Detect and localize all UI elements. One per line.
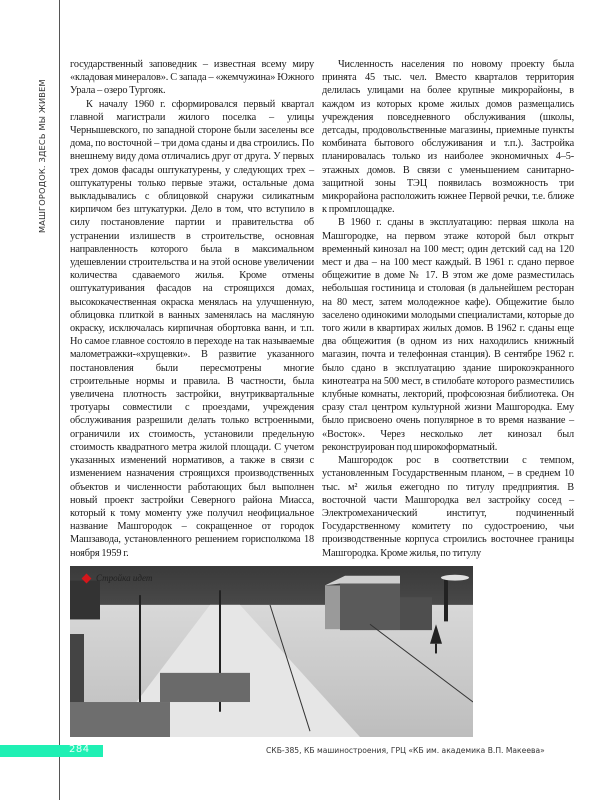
paragraph: В 1960 г. сданы в эксплуатацию: первая школа на Машгородке, на первом этаже которой был открыт временный кинозал на 100 мест; один детский сад на 120 мест и два – на 100 мест каждый. В 1961 г. сдано первое общежитие в доме № 17. В этом же доме разместилась небольшая гостиница и столовая (в дальнейшем ресторан на 80 мест, затем молодежное кафе). Общежитие было заселено одинокими молодыми специалистами, которые до того жили в квартирах жилых домов. В 1962 г. сданы еще два общежития (в одном из них находились книжный магазин, почта и телефонная станция). В сентябре 1962 г. было сдано в эксплуатацию здание широкоэкранного кинотеатра на 500 мест, в стилобате которого разместились клубные комнаты, лекторий, профсоюзная библиотека. Он сразу стал центром культурной жизни Машгородка. Ему было присвоено очень популярное в то время название – «Восток». Через несколько лет кинозал был реконструирован под широкоформатный. xyxy=(322,217,574,453)
red-marker-icon xyxy=(82,573,92,583)
photo-caption xyxy=(83,573,152,583)
text-column-left xyxy=(70,58,314,560)
caption-text: Стройка идет xyxy=(96,573,153,583)
photo-illustration xyxy=(70,566,473,737)
running-footer: СКБ-385, КБ машиностроения, ГРЦ «КБ им. академика В.П. Макеева» xyxy=(266,746,545,755)
paragraph: Машгородок рос в соответствии с темпом, установленным Государственным планом, – в среднем 10 тыс. м² жилья ежегодно по титулу предприятия. В восточной части Машгородка вел застройку сосед – Электромеханический институт, подчиненный Государственному комитету по судостроению, чьи производственные корпуса строились восточнее границы Машгородка. Кроме жилья, по титулу xyxy=(322,455,574,559)
margin-rule xyxy=(59,0,60,800)
paragraph: государственный заповедник – известная всему миру «кладовая минералов». С запада – «жемчужина» Южного Урала – озеро Тургояк. xyxy=(70,59,314,97)
paragraph: К началу 1960 г. сформировался первый квартал главной магистрали жилого поселка – улицы Чернышевского, по западной стороне были заселены все дома, по восточной – три дома сданы и два строились. По внешнему виду дома отличались друг от друга. У первых трех домов фасады оштукатурены, у следующих трех – оштукатурены только первые этажи, остальные дома выкладывались с облицовкой снаружи силикатным кирпичом без штукатурки. Дело в том, что вступило в силу постановление партии и правительства об устранении излишеств в строительстве, основная направленность которого была в максимальном удешевлении строительства и на этой основе увеличении количества сдаваемого жилья. Кроме отмены оштукатуривания фасадов на строящихся домах, высококачественная окраска менялась на улучшенную, облицовка плиткой в ванных заменялась на масляную окраску, исключалась кирпичная обортовка ванн, и т.п. Но самое главное состояло в переходе на так называемые малометражки-«хрущевки». В развитие указанного постановления были пересмотрены многие строительные нормы и правила. В частности, была увеличена плотность застройки, внутриквартальные тротуары совместили с проездами, учреждения обслуживания разрешили делать только встроенными, ограничили их стоимость, установили предельную стоимость квадратного метра жилой площади. С учетом указанных изменений нормативов, а также в связи с изменением назначения строящихся производственных объектов и численности работающих был выполнен новый проект застройки Северного района Миасса, который к тому моменту уже получил неофициальное название Машгородок – сокращенное от городок Машзавода, установленного решением горисполкома 18 ноября 1959 г. xyxy=(70,98,314,559)
construction-photo xyxy=(70,566,473,737)
running-section-title: МАШГОРОДОК. ЗДЕСЬ МЫ ЖИВЕМ xyxy=(37,79,47,233)
text-column-right xyxy=(322,58,574,560)
page-number: 284 xyxy=(69,744,90,755)
paragraph: Численность населения по новому проекту была принята 45 тыс. чел. Вместо кварталов территория делилась улицами на более крупные микрорайоны, в каждом из которых кроме жилых домов размещались учреждения повседневного обслуживания (школы, детсады, продовольственные магазины, приемные пункты комбината бытового обслуживания и т.п.). Застройка планировалась только из наиболее экономичных 4–5-этажных домов. В связи с уменьшением санитарно-защитной зоны ТЭЦ появилась возможность три микрорайона расположить южнее Первой речки, т.е. ближе к промплощадке. xyxy=(322,59,574,216)
